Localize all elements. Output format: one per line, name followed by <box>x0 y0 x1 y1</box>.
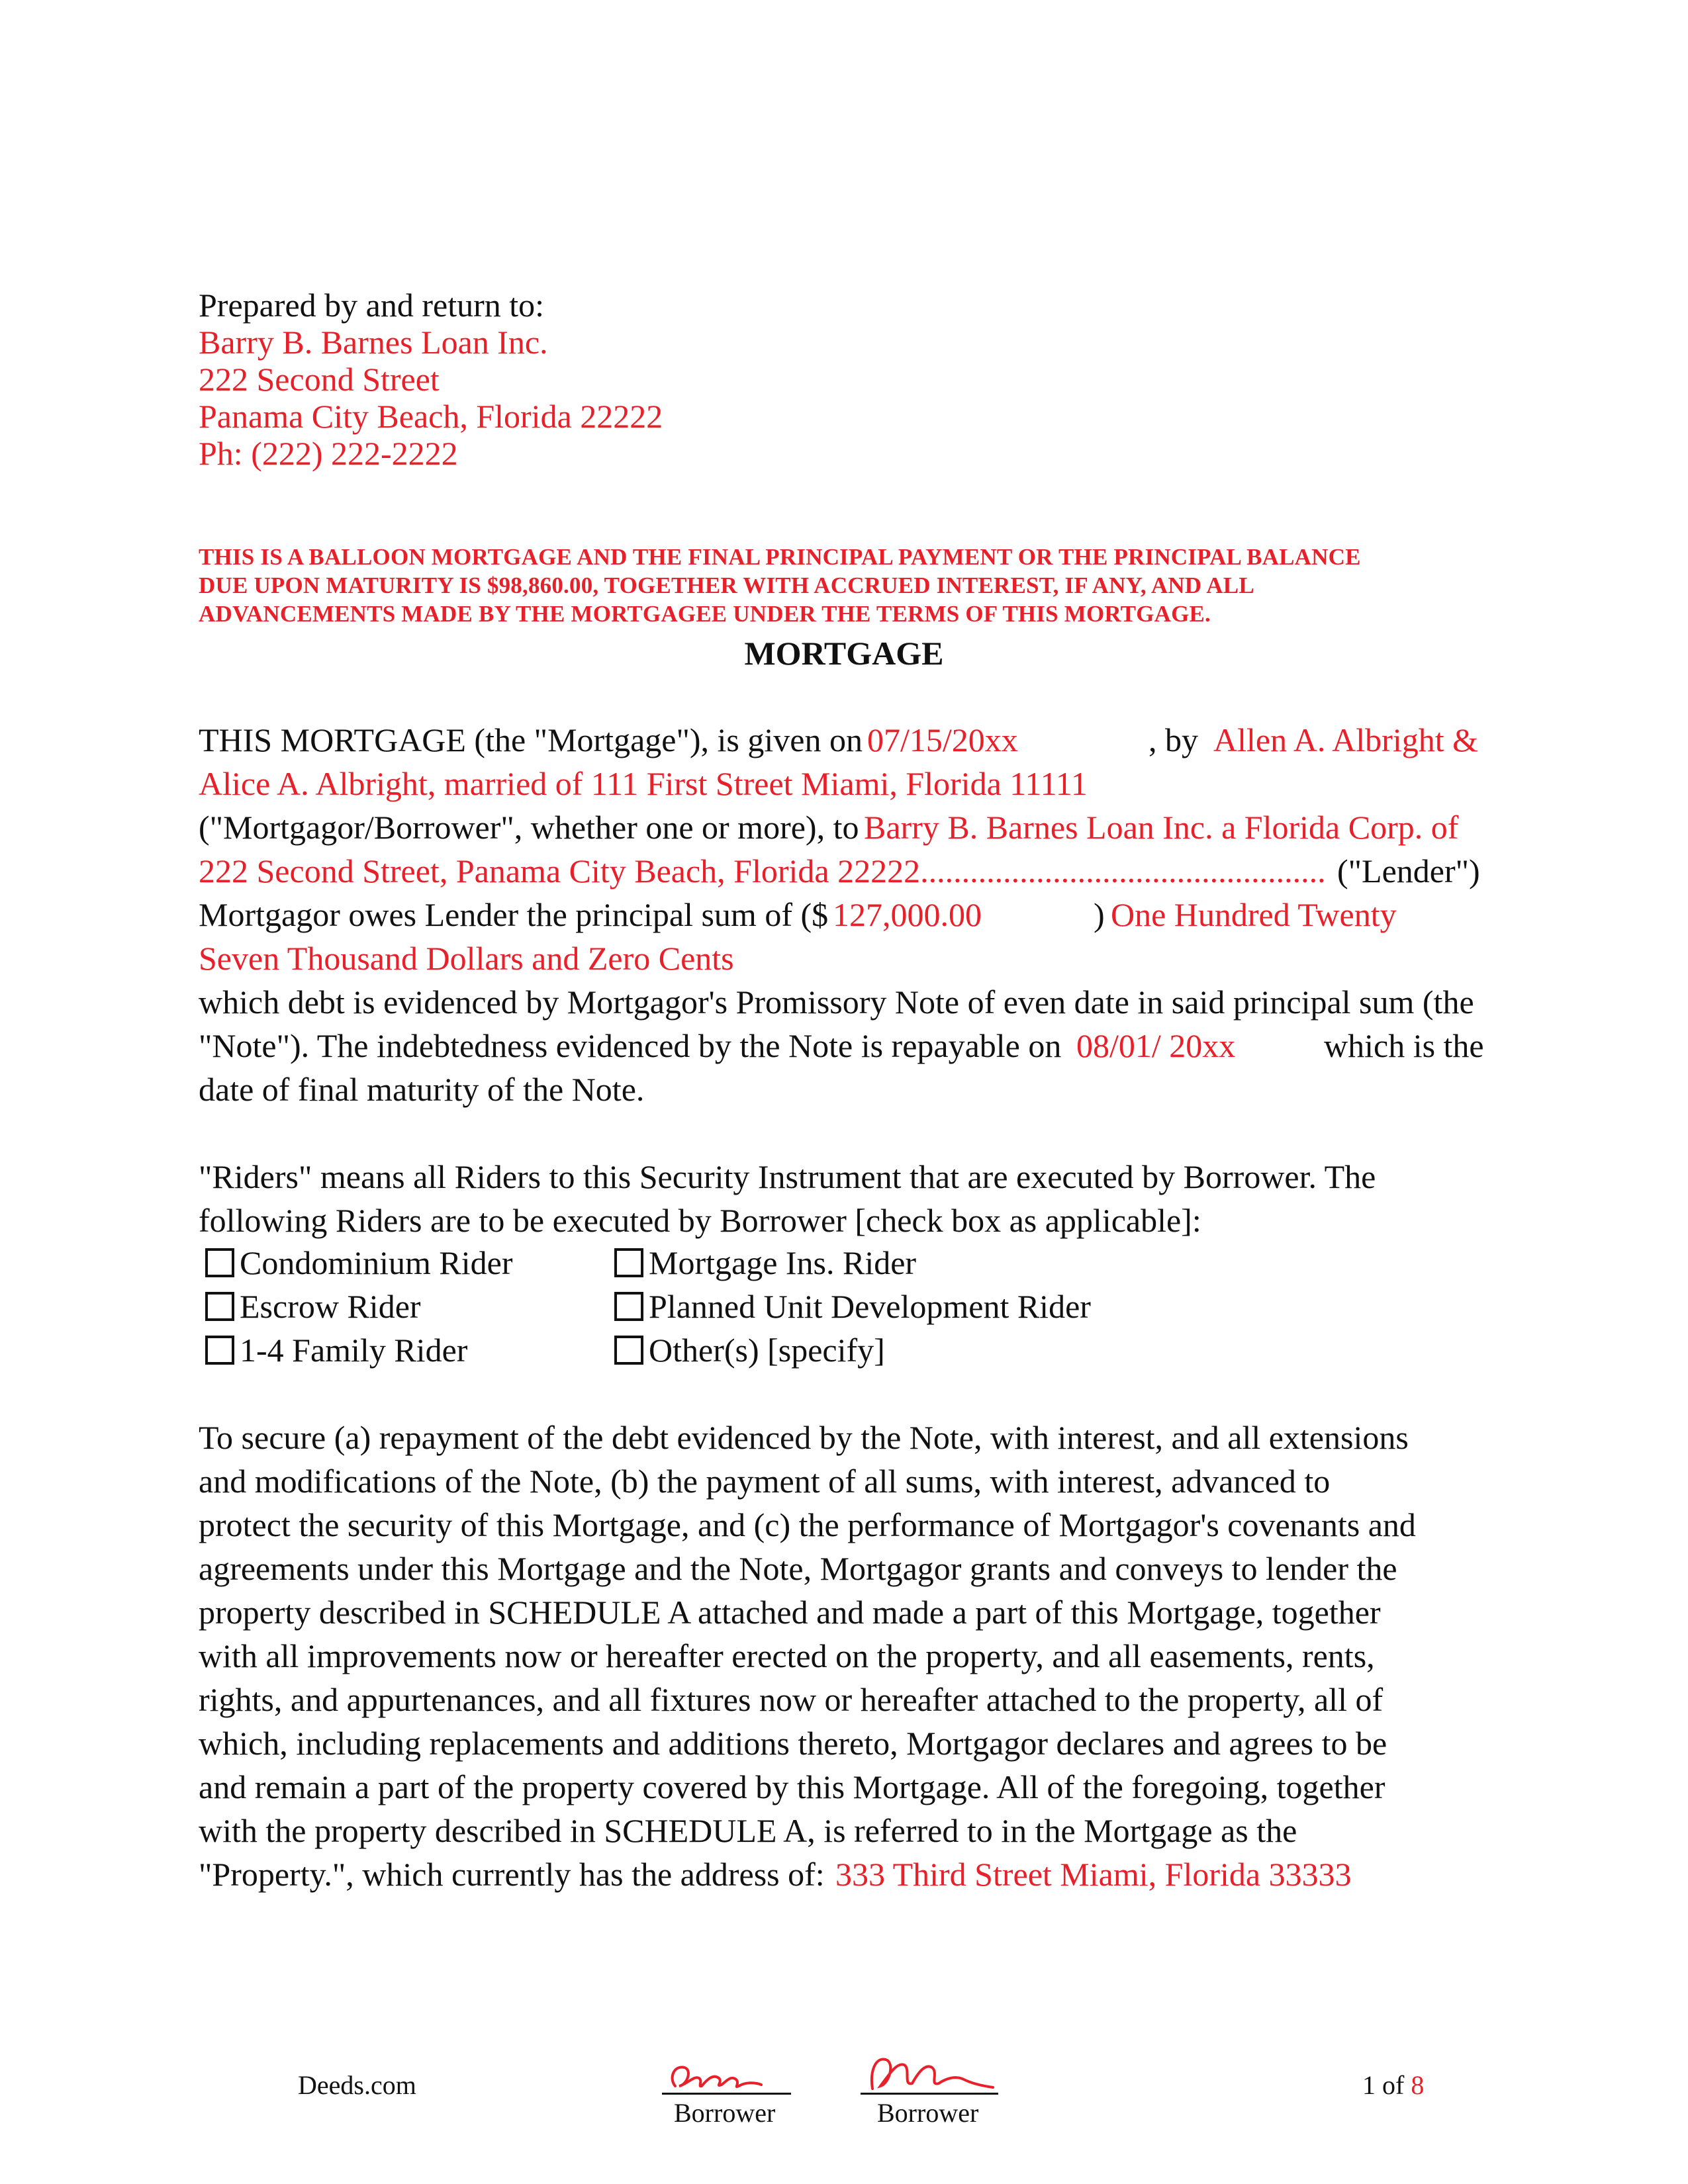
riders-line-2: following Riders are to be executed by Borrower [check box as applicable]: <box>199 1202 1201 1239</box>
prepared-name: Barry B. Barnes Loan Inc. <box>199 324 548 361</box>
rider-other[interactable] <box>614 1332 885 1369</box>
rider-label: Escrow Rider <box>240 1288 421 1325</box>
rider-label: Planned Unit Development Rider <box>649 1288 1091 1325</box>
rider-label: Condominium Rider <box>240 1244 513 1281</box>
signature-mark-1 <box>662 2052 794 2105</box>
secure-line-1: To secure (a) repayment of the debt evidenced by the Note, with interest, and all extensions <box>199 1419 1409 1456</box>
address-line: "Property.", which currently has the address of: <box>199 1856 825 1893</box>
rider-condominium[interactable] <box>205 1244 513 1281</box>
amount-words-a: One Hundred Twenty <box>1111 896 1397 933</box>
evidence-line-2: "Note"). The indebtedness evidenced by the Note is repayable on <box>199 1027 1062 1064</box>
riders-line-1: "Riders" means all Riders to this Security Instrument that are executed by Borrower. The <box>199 1158 1376 1195</box>
mortgagor-label: ("Mortgagor/Borrower", whether one or more), to <box>199 809 859 846</box>
checkbox-icon[interactable] <box>614 1248 643 1277</box>
checkbox-icon[interactable] <box>205 1248 234 1277</box>
prepared-phone: Ph: (222) 222-2222 <box>199 435 458 472</box>
page-total: 8 <box>1411 2070 1425 2100</box>
intro-given-on: THIS MORTGAGE (the "Mortgage"), is given on <box>199 721 863 758</box>
balloon-notice-line-3: ADVANCEMENTS MADE BY THE MORTGAGEE UNDER THE TERMS OF THIS MORTGAGE. <box>199 601 1211 627</box>
signature-mark-2 <box>861 2045 1006 2105</box>
prepared-city: Panama City Beach, Florida 22222 <box>199 398 663 435</box>
secure-line-3: protect the security of this Mortgage, and (c) the performance of Mortgagor's covenants and <box>199 1506 1416 1543</box>
principal-amount: 127,000.00 <box>833 896 982 933</box>
checkbox-icon[interactable] <box>205 1336 234 1365</box>
secure-line-5: property described in SCHEDULE A attached and made a part of this Mortgage, together <box>199 1594 1381 1631</box>
page-number <box>1362 2070 1424 2101</box>
maturity-date: 08/01/ 20xx <box>1076 1027 1236 1064</box>
secure-line-4: agreements under this Mortgage and the Note, Mortgagor grants and conveys to lender the <box>199 1550 1397 1587</box>
amount-paren-close: ) <box>1094 896 1105 933</box>
signature-line-2 <box>861 2093 998 2095</box>
rider-mortgage-ins[interactable] <box>614 1244 916 1281</box>
lender-line-a: Barry B. Barnes Loan Inc. a Florida Corp. of <box>864 809 1459 846</box>
signer-label-1: Borrower <box>674 2098 776 2128</box>
page-of-label: 1 of <box>1362 2070 1405 2100</box>
prepared-label: Prepared by and return to: <box>199 287 545 324</box>
secure-line-7: rights, and appurtenances, and all fixtures now or hereafter attached to the property, all of <box>199 1681 1383 1718</box>
checkbox-icon[interactable] <box>614 1292 643 1321</box>
lender-line-b: 222 Second Street, Panama City Beach, Florida 22222................................................. <box>199 852 1326 889</box>
balloon-notice-line-1: THIS IS A BALLOON MORTGAGE AND THE FINAL PRINCIPAL PAYMENT OR THE PRINCIPAL BALANCE <box>199 544 1361 570</box>
evidence-line-1: which debt is evidenced by Mortgagor's Promissory Note of even date in said principal sum (the <box>199 983 1474 1021</box>
evidence-line-4: date of final maturity of the Note. <box>199 1071 645 1108</box>
prepared-street: 222 Second Street <box>199 361 440 398</box>
borrower-line-a: Allen A. Albright & <box>1213 721 1478 758</box>
secure-line-8: which, including replacements and additions thereto, Mortgagor declares and agrees to be <box>199 1725 1387 1762</box>
borrower-line-b: Alice A. Albright, married of 111 First Street Miami, Florida 11111 <box>199 765 1088 802</box>
document-title: MORTGAGE <box>744 635 944 672</box>
rider-label: 1-4 Family Rider <box>240 1332 468 1369</box>
property-address: 333 Third Street Miami, Florida 33333 <box>835 1856 1352 1893</box>
secure-line-10: with the property described in SCHEDULE A, is referred to in the Mortgage as the <box>199 1812 1297 1849</box>
rider-planned-unit[interactable] <box>614 1288 1091 1325</box>
mortgage-date: 07/15/20xx <box>867 721 1018 758</box>
footer-site: Deeds.com <box>298 2070 416 2100</box>
amount-words-b: Seven Thousand Dollars and Zero Cents <box>199 940 734 977</box>
balloon-notice-line-2: DUE UPON MATURITY IS $98,860.00, TOGETHER WITH ACCRUED INTEREST, IF ANY, AND ALL <box>199 572 1254 598</box>
secure-line-9: and remain a part of the property covered by this Mortgage. All of the foregoing, together <box>199 1768 1385 1805</box>
lender-label: ("Lender") <box>1337 852 1480 889</box>
secure-line-2: and modifications of the Note, (b) the payment of all sums, with interest, advanced to <box>199 1463 1331 1500</box>
secure-line-6: with all improvements now or hereafter erected on the property, and all easements, rents, <box>199 1637 1375 1674</box>
rider-label: Mortgage Ins. Rider <box>649 1244 917 1281</box>
owes-label: Mortgagor owes Lender the principal sum of ($ <box>199 896 829 933</box>
signer-label-2: Borrower <box>877 2098 979 2128</box>
intro-by: , by <box>1149 721 1198 758</box>
rider-escrow[interactable] <box>205 1288 421 1325</box>
rider-label: Other(s) [specify] <box>649 1332 885 1369</box>
checkbox-icon[interactable] <box>614 1336 643 1365</box>
checkbox-icon[interactable] <box>205 1292 234 1321</box>
rider-family[interactable] <box>205 1332 467 1369</box>
signature-line-1 <box>662 2093 791 2095</box>
evidence-line-3: which is the <box>1324 1027 1484 1064</box>
